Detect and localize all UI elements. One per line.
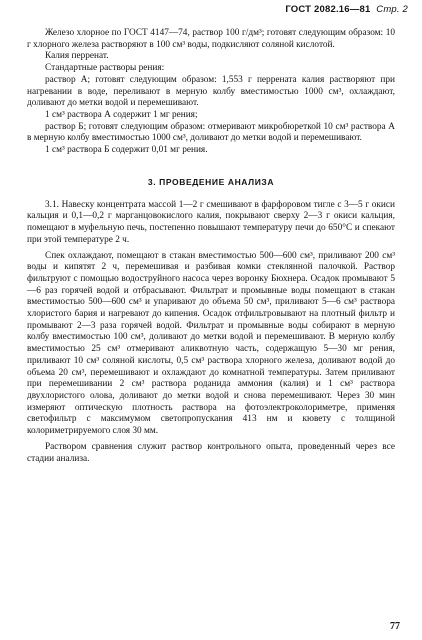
paragraph-ferric-chloride: Железо хлорное по ГОСТ 4147—74, раствор 100 г/дм³; готовят следующим образом: 10 г хлорного железа растворяют в 100 см³ воды, подкисляют соляной кислотой. [27, 28, 395, 50]
page-number: 77 [390, 621, 400, 632]
paragraph-solution-b: раствор Б; готовят следующим образом: отмеривают микробюреткой 10 см³ раствора А в мерную колбу вместимостью 1000 см³, доливают до метки водой и перемешивают. [27, 121, 395, 144]
page-body [27, 28, 395, 465]
section-heading: 3. ПРОВЕДЕНИЕ АНАЛИЗА [147, 176, 275, 187]
page-label: Стр. 2 [376, 4, 408, 15]
paragraph-solution-a: раствор А; готовят следующим образом: 1,553 г перрената калия растворяют при нагревании в воде, переливают в мерную колбу вместимостью 1000 см³, охлаждают, доливают до метки водой и перемешивают. [27, 74, 395, 109]
paragraph-solution-a-content: 1 см³ раствора А содержит 1 мг рения; [45, 109, 198, 120]
paragraph-reference-solution: Раствором сравнения служит раствор контрольного опыта, проведенный через все стадии анализа. [27, 441, 395, 464]
paragraph-sinter-processing: Спек охлаждают, помещают в стакан вместимостью 500—600 см³, приливают 200 см³ воды и кипятят 2 ч, перемешивая и разбивая комки стеклянной палочкой. Раствор фильтруют с помощью водоструйного насоса через воронку Бюхнера. Осадок промывают 5—6 раз горячей водой и отбрасывают. Фильтрат и промывные воды помещают в стакан вместимостью 500—600 см³ и упаривают до объема 50 см³, приливают 5—6 см³ раствора хлористого бария и нагревают до кипения. Осадок отфильтровывают на плотный фильтр и промывают 2—3 раза горячей водой. Фильтрат и промывные воды собирают в мерную колбу вместимостью 100 см³, доливают до метки водой и перемешивают. В мерную колбу вместимостью 25 см³ отмеривают аликвотную часть, содержащую 5—30 мг рения, приливают 10 см³ соляной кислоты, 0,5 см³ раствора хлорного железа, доливают водой до объема 20 см³, перемешивают и охлаждают до комнатной температуры. Затем приливают при перемешивании 2 см³ раствора роданида аммония (калия) и 1 см³ раствора двухлористого олова, доливают до метки водой и снова перемешивают. Через 30 мин измеряют оптическую плотность раствора на фотоэлектроколориметре, применяя светофильтр с максимумом светопропускания 413 нм и кювету с толщиной колориметрируемого слоя 30 мм. [27, 250, 395, 437]
standard-number: ГОСТ 2082.16—81 [285, 4, 371, 15]
paragraph-3-1: 3.1. Навеску концентрата массой 1—2 г смешивают в фарфоровом тигле с 3—5 г окиси кальция и 0,1—0,2 г марганцовокислого калия, покрывают сверху 2—3 г окиси кальция, помещают в муфельную печь, постепенно повышают температуру печи до 650°С и спекают при этой температуре 2 ч. [27, 199, 395, 245]
page-header [285, 4, 408, 15]
paragraph-potassium-perrhenate: Калия перренат. [45, 51, 109, 62]
paragraph-standard-solutions: Стандартные растворы рения: [45, 63, 165, 74]
paragraph-solution-b-content: 1 см³ раствора Б содержит 0,01 мг рения. [45, 145, 208, 156]
